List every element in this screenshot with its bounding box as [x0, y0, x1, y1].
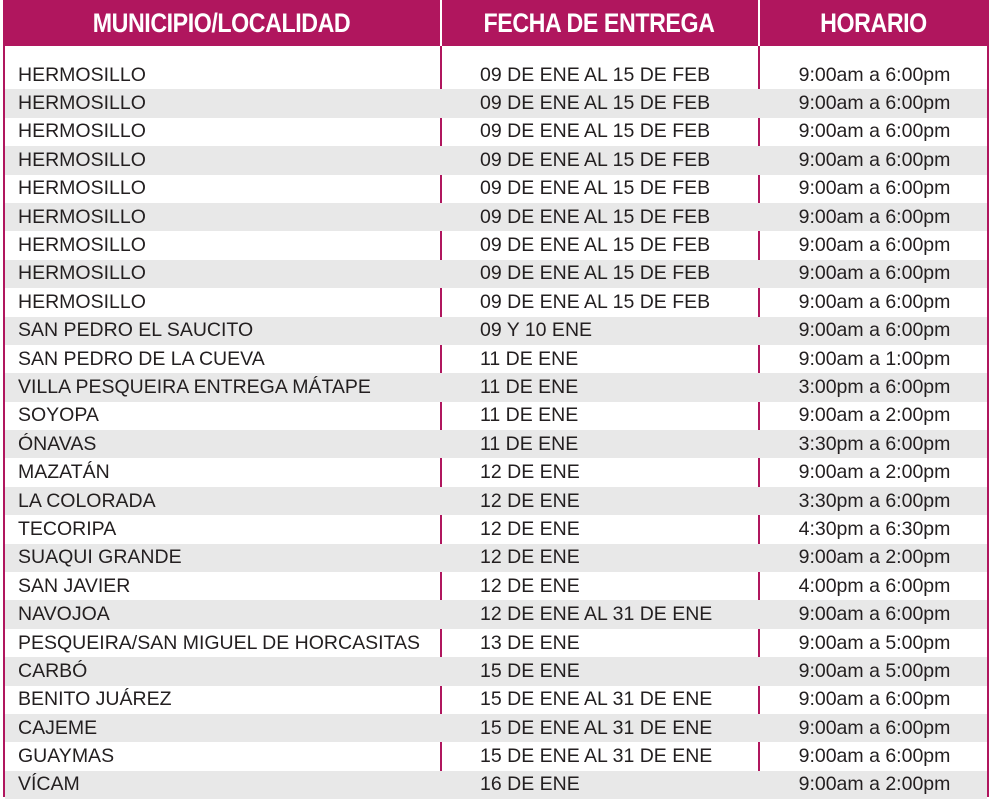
table-row	[5, 175, 987, 203]
cell-municipio: BENITO JUÁREZ	[18, 688, 172, 711]
cell-horario: 9:00am a 6:00pm	[798, 63, 951, 86]
table-rows	[5, 61, 987, 799]
table-row	[5, 231, 987, 259]
cell-fecha: 09 DE ENE AL 15 DE FEB	[480, 63, 711, 86]
cell-horario: 9:00am a 6:00pm	[798, 319, 951, 342]
cell-municipio: HERMOSILLO	[18, 177, 146, 200]
cell-horario: 9:00am a 5:00pm	[798, 659, 951, 682]
table-row	[5, 544, 987, 572]
cell-fecha: 13 DE ENE	[480, 631, 580, 654]
cell-horario: 3:00pm a 6:00pm	[798, 375, 951, 398]
cell-municipio: GUAYMAS	[18, 745, 115, 768]
table-row	[5, 203, 987, 231]
cell-municipio: PESQUEIRA/SAN MIGUEL DE HORCASITAS	[18, 631, 420, 654]
cell-horario: 9:00am a 6:00pm	[798, 120, 951, 143]
table-row	[5, 742, 987, 770]
cell-horario: 9:00am a 2:00pm	[798, 546, 951, 569]
cell-horario: 4:00pm a 6:00pm	[798, 574, 951, 597]
table-header	[3, 0, 989, 46]
cell-fecha: 09 DE ENE AL 15 DE FEB	[480, 234, 711, 257]
cell-fecha: 09 DE ENE AL 15 DE FEB	[480, 262, 711, 285]
cell-municipio: HERMOSILLO	[18, 262, 146, 285]
table-row	[5, 686, 987, 714]
table-row	[5, 345, 987, 373]
cell-municipio: HERMOSILLO	[18, 234, 146, 257]
cell-horario: 9:00am a 2:00pm	[798, 773, 951, 796]
table-row	[5, 89, 987, 117]
cell-horario: 9:00am a 1:00pm	[798, 347, 951, 370]
table-row	[5, 600, 987, 628]
cell-horario: 9:00am a 6:00pm	[798, 205, 951, 228]
cell-municipio: HERMOSILLO	[18, 290, 146, 313]
cell-fecha: 09 DE ENE AL 15 DE FEB	[480, 148, 711, 171]
cell-fecha: 09 DE ENE AL 15 DE FEB	[480, 205, 711, 228]
cell-fecha: 12 DE ENE	[480, 517, 580, 540]
cell-municipio: CAJEME	[18, 716, 98, 739]
cell-horario: 9:00am a 6:00pm	[798, 234, 951, 257]
cell-fecha: 12 DE ENE	[480, 574, 580, 597]
cell-municipio: HERMOSILLO	[18, 148, 146, 171]
table-row	[5, 629, 987, 657]
cell-fecha: 11 DE ENE	[480, 432, 579, 455]
table-row	[5, 260, 987, 288]
header-divider	[440, 0, 442, 46]
cell-fecha: 15 DE ENE	[480, 659, 580, 682]
cell-fecha: 15 DE ENE AL 31 DE ENE	[480, 745, 713, 768]
cell-municipio: SUAQUI GRANDE	[18, 546, 182, 569]
cell-horario: 9:00am a 6:00pm	[798, 290, 951, 313]
cell-municipio: VÍCAM	[18, 773, 80, 796]
cell-fecha: 09 DE ENE AL 15 DE FEB	[480, 120, 711, 143]
cell-fecha: 12 DE ENE	[480, 546, 580, 569]
cell-municipio: LA COLORADA	[18, 489, 156, 512]
cell-fecha: 15 DE ENE AL 31 DE ENE	[480, 688, 713, 711]
cell-fecha: 16 DE ENE	[480, 773, 580, 796]
cell-horario: 3:30pm a 6:00pm	[798, 489, 951, 512]
table-row	[5, 771, 987, 799]
cell-horario: 9:00am a 6:00pm	[798, 716, 951, 739]
cell-horario: 9:00am a 5:00pm	[798, 631, 951, 654]
cell-fecha: 09 DE ENE AL 15 DE FEB	[480, 177, 711, 200]
header-municipio: MUNICIPIO/LOCALIDAD	[92, 7, 351, 38]
cell-horario: 9:00am a 6:00pm	[798, 745, 951, 768]
cell-horario: 9:00am a 6:00pm	[798, 177, 951, 200]
cell-municipio: ÓNAVAS	[18, 432, 97, 455]
cell-municipio: CARBÓ	[18, 659, 88, 682]
cell-municipio: NAVOJOA	[18, 603, 110, 626]
cell-municipio: SAN PEDRO EL SAUCITO	[18, 319, 254, 342]
cell-fecha: 12 DE ENE AL 31 DE ENE	[480, 603, 713, 626]
table-row	[5, 515, 987, 543]
cell-fecha: 11 DE ENE	[480, 375, 579, 398]
table-row	[5, 572, 987, 600]
cell-horario: 9:00am a 6:00pm	[798, 688, 951, 711]
cell-municipio: MAZATÁN	[18, 461, 110, 484]
cell-municipio: SAN JAVIER	[18, 574, 131, 597]
cell-horario: 9:00am a 6:00pm	[798, 603, 951, 626]
cell-fecha: 15 DE ENE AL 31 DE ENE	[480, 716, 713, 739]
cell-horario: 9:00am a 6:00pm	[798, 148, 951, 171]
table-row	[5, 657, 987, 685]
cell-horario: 4:30pm a 6:30pm	[798, 517, 951, 540]
cell-fecha: 11 DE ENE	[480, 404, 579, 427]
cell-municipio: HERMOSILLO	[18, 205, 146, 228]
header-divider	[758, 0, 760, 46]
table-row	[5, 146, 987, 174]
cell-municipio: HERMOSILLO	[18, 92, 146, 115]
cell-fecha: 09 DE ENE AL 15 DE FEB	[480, 92, 711, 115]
cell-municipio: HERMOSILLO	[18, 120, 146, 143]
table-row	[5, 373, 987, 401]
cell-municipio: SOYOPA	[18, 404, 99, 427]
table-row	[5, 487, 987, 515]
cell-municipio: VILLA PESQUEIRA ENTREGA MÁTAPE	[18, 375, 371, 398]
header-fecha: FECHA DE ENTREGA	[483, 7, 715, 38]
header-horario: HORARIO	[820, 7, 927, 38]
table-row	[5, 118, 987, 146]
cell-horario: 9:00am a 6:00pm	[798, 262, 951, 285]
table-row	[5, 317, 987, 345]
table-row	[5, 430, 987, 458]
cell-municipio: SAN PEDRO DE LA CUEVA	[18, 347, 265, 370]
cell-fecha: 09 Y 10 ENE	[480, 319, 593, 342]
cell-fecha: 11 DE ENE	[480, 347, 579, 370]
cell-fecha: 12 DE ENE	[480, 489, 580, 512]
cell-fecha: 09 DE ENE AL 15 DE FEB	[480, 290, 711, 313]
table-row	[5, 714, 987, 742]
cell-fecha: 12 DE ENE	[480, 461, 580, 484]
cell-horario: 9:00am a 6:00pm	[798, 92, 951, 115]
cell-municipio: HERMOSILLO	[18, 63, 146, 86]
table-row	[5, 402, 987, 430]
cell-horario: 9:00am a 2:00pm	[798, 461, 951, 484]
table-row	[5, 288, 987, 316]
cell-horario: 9:00am a 2:00pm	[798, 404, 951, 427]
cell-municipio: TECORIPA	[18, 517, 117, 540]
cell-horario: 3:30pm a 6:00pm	[798, 432, 951, 455]
table-row	[5, 61, 987, 89]
table-row	[5, 458, 987, 486]
